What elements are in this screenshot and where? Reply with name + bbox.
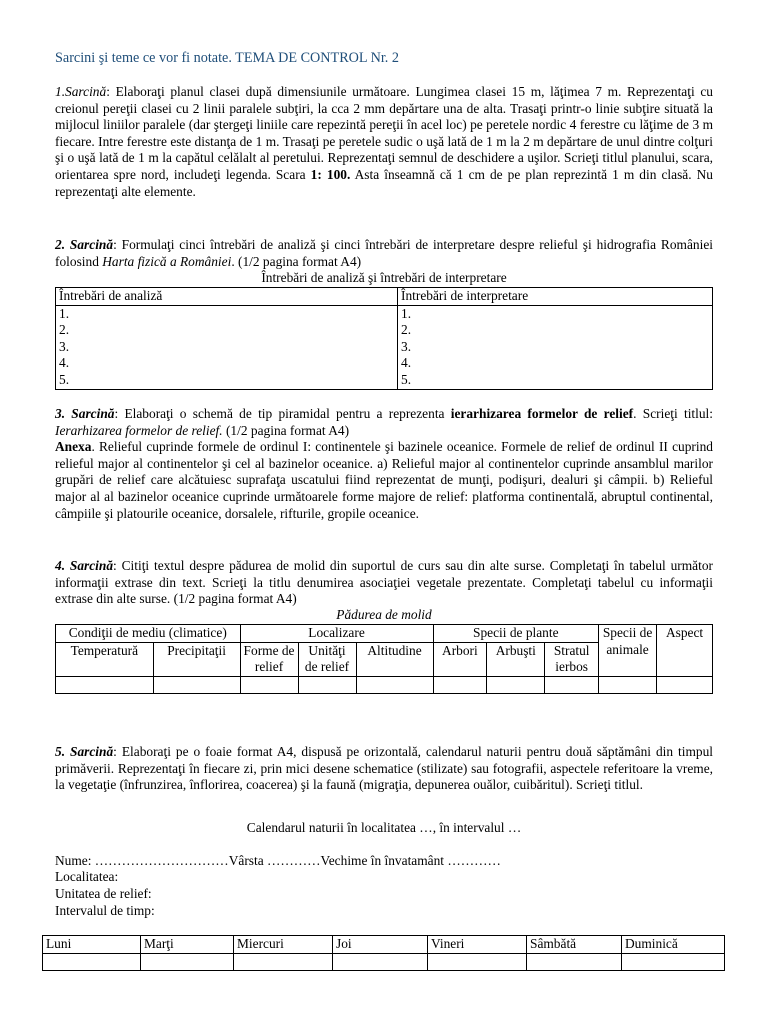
header-conditions: Condiţii de mediu (climatice) <box>56 625 241 643</box>
empty-cell <box>56 676 154 693</box>
question-cell <box>398 305 713 389</box>
empty-cell <box>657 676 713 693</box>
table-row <box>56 676 713 693</box>
day-sunday: Duminică <box>622 936 725 954</box>
sub-relief-forms: Forme de relief <box>240 642 298 676</box>
task1-text2: Asta înseamnă că 1 cm de pe plan reprezintă 1 m din clasă. Nu reprezentaţi alte elemente. <box>55 166 714 199</box>
day-wednesday: Miercuri <box>234 936 333 954</box>
day-monday: Luni <box>43 936 141 954</box>
form-line-name: Nume: …………………………Vârsta …………Vechime în învatamânt ………… <box>55 853 501 868</box>
analysis-item: 1. <box>59 305 70 321</box>
task4-label: 4. Sarcină <box>55 558 114 573</box>
document-title: Sarcini şi teme ce vor fi notate. TEMA DE CONTROL Nr. 2 <box>55 50 399 66</box>
task2-table-title: Întrebări de analiză şi întrebări de interpretare <box>261 270 507 285</box>
task1-paragraph <box>55 84 713 200</box>
task1-label: 1.Sarcină <box>55 84 107 99</box>
task1-scale: 1: 100. <box>310 166 351 182</box>
empty-cell <box>240 676 298 693</box>
empty-cell <box>527 953 622 970</box>
task3-text2: . Scrieţi titlul: <box>633 406 713 421</box>
header-analysis: Întrebări de analiză <box>56 288 398 306</box>
question-cell <box>56 305 398 389</box>
analysis-item: 4. <box>59 355 70 371</box>
calendar-title: Calendarul naturii în localitatea …, în intervalul … <box>246 820 522 835</box>
questions-table <box>55 287 713 390</box>
empty-cell <box>43 953 141 970</box>
empty-cell <box>622 953 725 970</box>
interpretation-item: 4. <box>401 355 412 371</box>
task2-text: : Formulaţi cinci întrebări de analiză şi cinci întrebări de interpretare despre relieful şi hidrografia României folosind <box>55 237 713 269</box>
analysis-item: 3. <box>59 338 70 354</box>
day-friday: Vineri <box>428 936 527 954</box>
header-localization: Localizare <box>240 625 433 643</box>
form-line-interval: Intervalul de timp: <box>55 903 155 918</box>
sub-shrubs: Arbuşti <box>487 642 545 676</box>
empty-cell <box>599 676 657 693</box>
empty-cell <box>356 676 433 693</box>
sub-precipitation: Precipitaţii <box>153 642 240 676</box>
task5-text: : Elaboraţi pe o foaie format A4, dispusă pe orizontală, calendarul naturii pentru două săptămâni din timpul primăverii. Reprezentaţi în fiecare zi, prin mici desene schematice (stilizate) sau fotografii, aspectele referitoare la vreme, la vegetaţie (înfrunzirea, înflorirea, coacerea) şi la faună (migraţia, depunerea ouălor, cuibăritul). Scrieţi titlul. <box>55 744 713 793</box>
sub-relief-units: Unităţi de relief <box>298 642 356 676</box>
sub-temperature: Temperatură <box>56 642 154 676</box>
form-line-relief-unit: Unitatea de relief: <box>55 886 152 901</box>
spruce-forest-table <box>55 624 713 694</box>
task3-paragraph <box>55 406 713 522</box>
empty-cell <box>545 676 599 693</box>
task2-map: Harta fizică a României <box>102 253 232 269</box>
task3-text: : Elaboraţi o schemă de tip piramidal pentru a reprezenta <box>114 406 451 421</box>
task1-text: : Elaboraţi planul clasei după dimensiunile următoare. Lungimea clasei 15 m, lăţimea 7 m. Reprezentaţi cu creionul pereţii clasei cu 2 linii paralele subţiri, la cca 2 mm depărtare una de alta. Trasaţi printr-o linie subţire situată la mijlocul liniilor paralele (dar ştergeţi liniile care repezintă pereţii în acel loc) pe peretele nordic 4 ferestre cu lăţime de 3 m fiecare. Intre ferestre este distanţa de 1 m. Trasaţi pe peretele sudic o uşă lată de 1 m la 2 m depărtare de unul dintre colţuri şi o uşă lată de 1 m la capătul celălalt al peretului. Reprezentaţi semnul de deschidere a uşilor. Scrieţi titlul planului, scara, orientarea spre nord, includeţi legenda. Scara <box>55 84 713 182</box>
day-saturday: Sâmbătă <box>527 936 622 954</box>
task2-paragraph <box>55 237 713 270</box>
empty-cell <box>141 953 234 970</box>
interpretation-item: 2. <box>401 322 412 338</box>
form-line-locality: Localitatea: <box>55 869 119 884</box>
table-header-row <box>56 288 713 306</box>
interpretation-item: 1. <box>401 305 412 321</box>
table-header-row <box>56 625 713 643</box>
sub-altitude: Altitudine <box>356 642 433 676</box>
header-plants: Specii de plante <box>433 625 599 643</box>
analysis-item: 2. <box>59 322 70 338</box>
table-header-row <box>43 936 725 954</box>
annex-text: . Relieful cuprinde formele de ordinul I: continentele şi bazinele oceanice. Formele de relief de ordinul II cuprind relieful major al continentelor şi cel al bazinelor oceanice. a) Relieful major al continentelor cuprinde ansamblul marilor grupări de relief care alcătuiesc suprafaţa uscatului fiind reprezentat de munţi, podişuri, dealuri şi câmpii. b) Relieful major al al bazinelor oceanice cuprinde următoarele forme majore de relief: platforma continentală, abruptul continental, câmpiile şi platourile oceanice, dorsalele, rifturile, gropile oceanice. <box>55 439 713 521</box>
annex-label: Anexa <box>55 439 92 455</box>
day-thursday: Joi <box>333 936 428 954</box>
empty-cell <box>333 953 428 970</box>
empty-cell <box>298 676 356 693</box>
empty-cell <box>433 676 487 693</box>
task3-bold: ierarhizarea formelor de relief <box>450 406 634 421</box>
header-aspect: Aspect <box>657 625 713 677</box>
sub-herb-layer: Stratul ierbos <box>545 642 599 676</box>
interpretation-item: 5. <box>401 371 412 387</box>
empty-cell <box>428 953 527 970</box>
task3-text3: (1/2 pagina format A4) <box>222 422 350 438</box>
task4-paragraph <box>55 558 713 608</box>
table-row <box>43 953 725 970</box>
empty-cell <box>234 953 333 970</box>
sub-trees: Arbori <box>433 642 487 676</box>
task4-text: : Citiţi textul despre pădurea de molid din suportul de curs sau din alte surse. Completaţi în tabelul următor informaţii extrase din text. Scrieţi la titlu denumirea asociaţiei vegetale prezentate. Completaţi tabelul cu informaţii extrase din alte surse. (1/2 pagina format A4) <box>55 558 713 607</box>
task3-label: 3. Sarcină <box>55 406 115 421</box>
table-row <box>56 305 713 389</box>
analysis-item: 5. <box>59 371 70 387</box>
task2-text2: . (1/2 pagina format A4) <box>231 253 362 269</box>
header-interpretation: Întrebări de interpretare <box>398 288 713 306</box>
header-animals: Specii de animale <box>599 625 657 677</box>
task4-table-title: Pădurea de molid <box>336 607 432 622</box>
empty-cell <box>487 676 545 693</box>
task3-italic-title: Ierarhizarea formelor de relief. <box>55 422 223 438</box>
interpretation-item: 3. <box>401 338 412 354</box>
day-tuesday: Marţi <box>141 936 234 954</box>
calendar-table <box>42 935 725 971</box>
task5-paragraph <box>55 744 713 794</box>
task5-label: 5. Sarcină <box>55 744 114 759</box>
empty-cell <box>153 676 240 693</box>
task2-label: 2. Sarcină <box>55 237 114 252</box>
